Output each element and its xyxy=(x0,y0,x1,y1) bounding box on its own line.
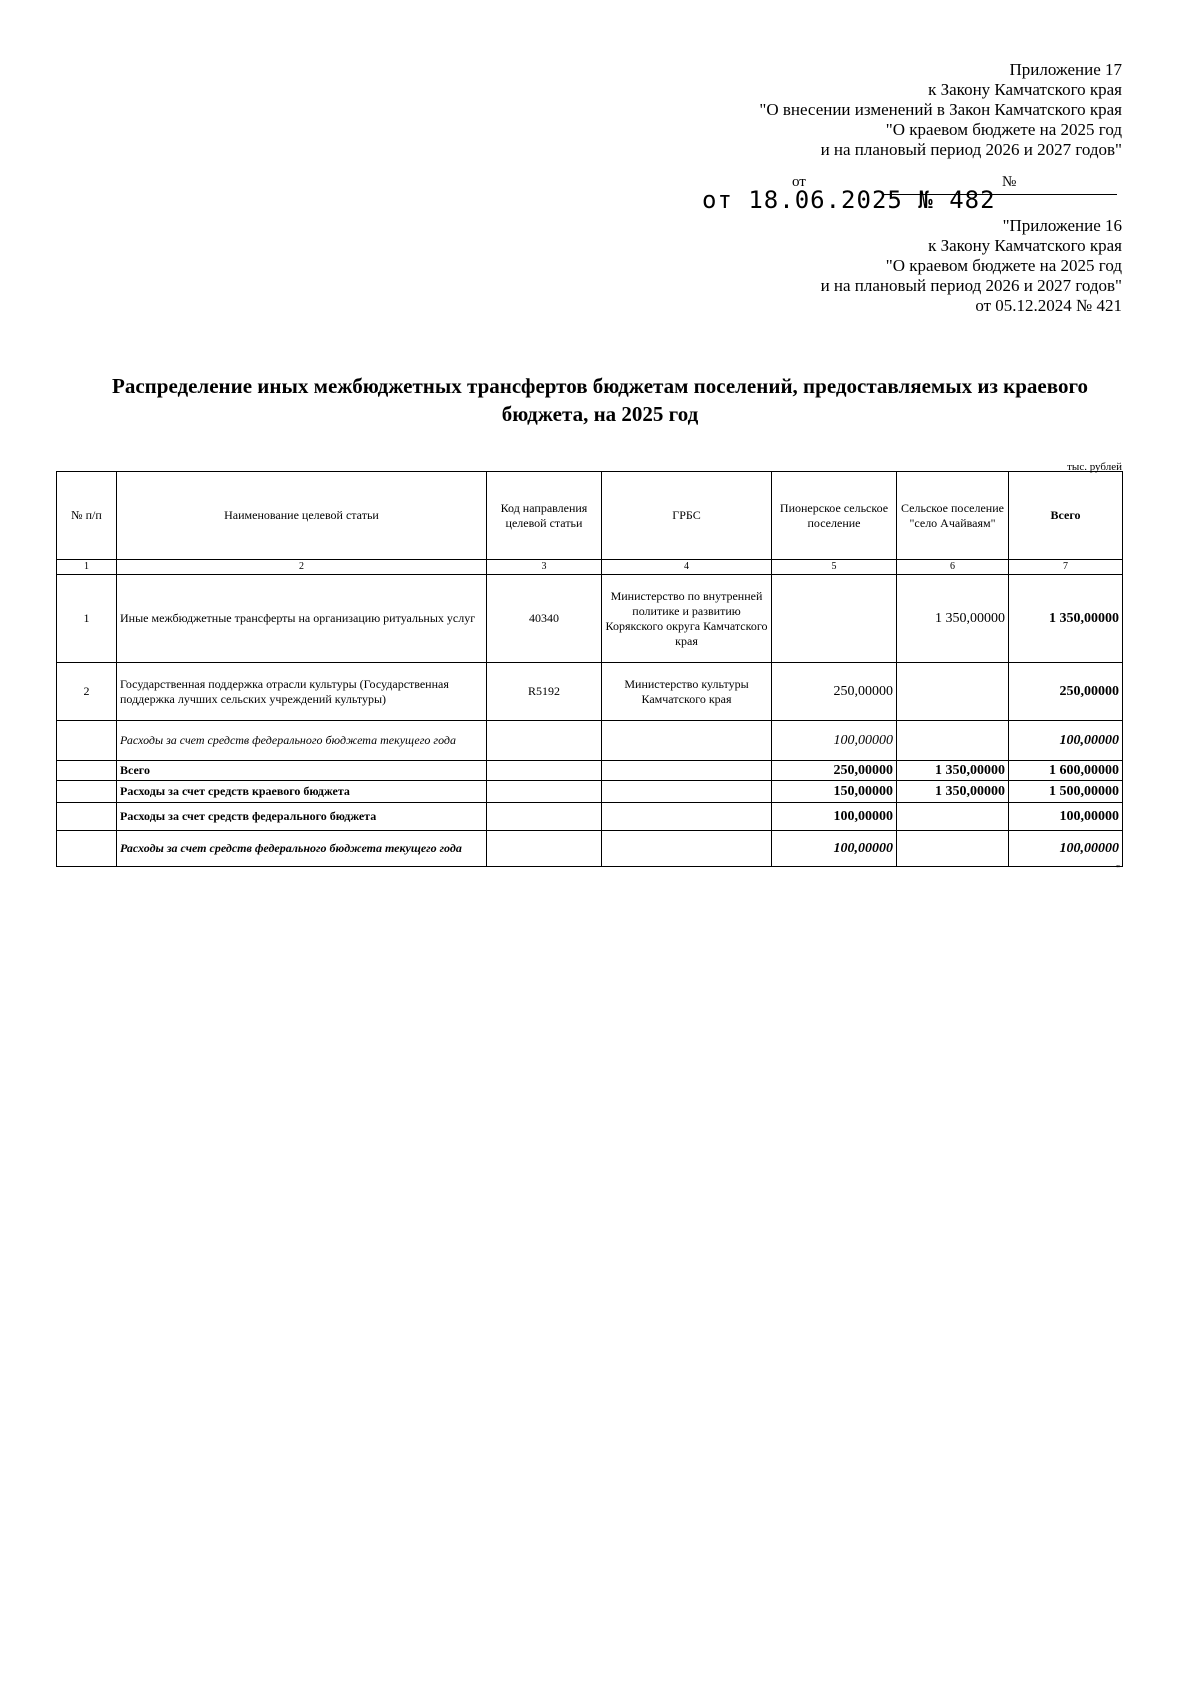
previous-appendix-line: "О краевом бюджете на 2025 год xyxy=(885,256,1122,275)
document-title xyxy=(60,372,1140,428)
column-number: 5 xyxy=(772,560,897,575)
row-number: 1 xyxy=(57,575,117,663)
summary-achaivayam-value: 1 350,00000 xyxy=(897,761,1009,781)
empty-cell xyxy=(487,803,602,831)
row-grbs: Министерство по внутренней политике и развитию Корякского округа Камчатского края xyxy=(602,575,772,663)
column-header: Сельское поселение "село Ачайваям" xyxy=(897,472,1009,560)
column-header: Пионерское сельское поселение xyxy=(772,472,897,560)
empty-cell xyxy=(487,781,602,803)
column-number: 4 xyxy=(602,560,772,575)
appendix-line: "О внесении изменений в Закон Камчатского края xyxy=(759,100,1122,119)
table-row xyxy=(57,721,1123,761)
row-achaivayam-value: 1 350,00000 xyxy=(897,575,1009,663)
column-number: 6 xyxy=(897,560,1009,575)
row-code xyxy=(487,721,602,761)
column-number-row xyxy=(57,560,1123,575)
table-header-row xyxy=(57,472,1123,560)
row-total-value: 1 350,00000 xyxy=(1009,575,1123,663)
number-label: № xyxy=(1002,174,1017,190)
row-name: Государственная поддержка отрасли культуры (Государственная поддержка лучших сельских учреждений культуры) xyxy=(117,663,487,721)
summary-name: Всего xyxy=(117,761,487,781)
summary-pioner-value: 250,00000 xyxy=(772,761,897,781)
units-label: тыс. рублей xyxy=(1067,461,1122,473)
appendix-header xyxy=(482,60,1122,160)
previous-appendix-header xyxy=(482,216,1122,316)
row-total-value: 250,00000 xyxy=(1009,663,1123,721)
column-header: Всего xyxy=(1009,472,1123,560)
table-row xyxy=(57,663,1123,721)
previous-appendix-line: "Приложение 16 xyxy=(1002,216,1122,235)
document-title-line: бюджета, на 2025 год xyxy=(501,402,699,426)
summary-total-value: 1 600,00000 xyxy=(1009,761,1123,781)
document-title-line: Распределение иных межбюджетных трансфертов бюджетам поселений, предоставляемых из краевого xyxy=(112,374,1088,398)
summary-pioner-value: 150,00000 xyxy=(772,781,897,803)
row-code: 40340 xyxy=(487,575,602,663)
summary-pioner-value: 100,00000 xyxy=(772,831,897,867)
summary-row xyxy=(57,761,1123,781)
column-header: ГРБС xyxy=(602,472,772,560)
previous-appendix-line: от 05.12.2024 № 421 xyxy=(975,296,1122,315)
signature-date-area xyxy=(702,174,1122,214)
summary-name: Расходы за счет средств федерального бюджета текущего года xyxy=(117,831,487,867)
summary-total-value: 100,00000 xyxy=(1009,831,1123,867)
date-stamp: от 18.06.2025 № 482 xyxy=(702,186,996,214)
summary-total-value: 1 500,00000 xyxy=(1009,781,1123,803)
row-pioner-value: 100,00000 xyxy=(772,721,897,761)
row-pioner-value: 250,00000 xyxy=(772,663,897,721)
column-number: 7 xyxy=(1009,560,1123,575)
column-header: Наименование целевой статьи xyxy=(117,472,487,560)
row-number xyxy=(57,721,117,761)
summary-achaivayam-value xyxy=(897,803,1009,831)
empty-cell xyxy=(57,761,117,781)
row-name: Расходы за счет средств федерального бюджета текущего года xyxy=(117,721,487,761)
table-row xyxy=(57,575,1123,663)
summary-row xyxy=(57,781,1123,803)
empty-cell xyxy=(602,761,772,781)
row-grbs: Министерство культуры Камчатского края xyxy=(602,663,772,721)
empty-cell xyxy=(602,803,772,831)
column-header: № п/п xyxy=(57,472,117,560)
row-grbs xyxy=(602,721,772,761)
summary-pioner-value: 100,00000 xyxy=(772,803,897,831)
appendix-line: "О краевом бюджете на 2025 год xyxy=(885,120,1122,139)
date-label: от xyxy=(792,174,806,190)
summary-row xyxy=(57,831,1123,867)
closing-quote-mark: " xyxy=(1116,864,1121,875)
summary-name: Расходы за счет средств краевого бюджета xyxy=(117,781,487,803)
empty-cell xyxy=(602,831,772,867)
empty-cell xyxy=(57,803,117,831)
summary-row xyxy=(57,803,1123,831)
row-pioner-value xyxy=(772,575,897,663)
empty-cell xyxy=(57,781,117,803)
row-achaivayam-value xyxy=(897,721,1009,761)
transfers-table xyxy=(56,471,1123,867)
empty-cell xyxy=(487,831,602,867)
summary-achaivayam-value xyxy=(897,831,1009,867)
previous-appendix-line: к Закону Камчатского края xyxy=(928,236,1122,255)
column-header: Код направления целевой статьи xyxy=(487,472,602,560)
summary-achaivayam-value: 1 350,00000 xyxy=(897,781,1009,803)
row-achaivayam-value xyxy=(897,663,1009,721)
row-name: Иные межбюджетные трансферты на организацию ритуальных услуг xyxy=(117,575,487,663)
empty-cell xyxy=(487,761,602,781)
appendix-line: к Закону Камчатского края xyxy=(928,80,1122,99)
row-code: R5192 xyxy=(487,663,602,721)
column-number: 1 xyxy=(57,560,117,575)
row-total-value: 100,00000 xyxy=(1009,721,1123,761)
column-number: 2 xyxy=(117,560,487,575)
appendix-line: и на плановый период 2026 и 2027 годов" xyxy=(820,140,1122,159)
row-number: 2 xyxy=(57,663,117,721)
previous-appendix-line: и на плановый период 2026 и 2027 годов" xyxy=(820,276,1122,295)
summary-name: Расходы за счет средств федерального бюджета xyxy=(117,803,487,831)
empty-cell xyxy=(57,831,117,867)
column-number: 3 xyxy=(487,560,602,575)
empty-cell xyxy=(602,781,772,803)
summary-total-value: 100,00000 xyxy=(1009,803,1123,831)
appendix-line: Приложение 17 xyxy=(1009,60,1122,79)
